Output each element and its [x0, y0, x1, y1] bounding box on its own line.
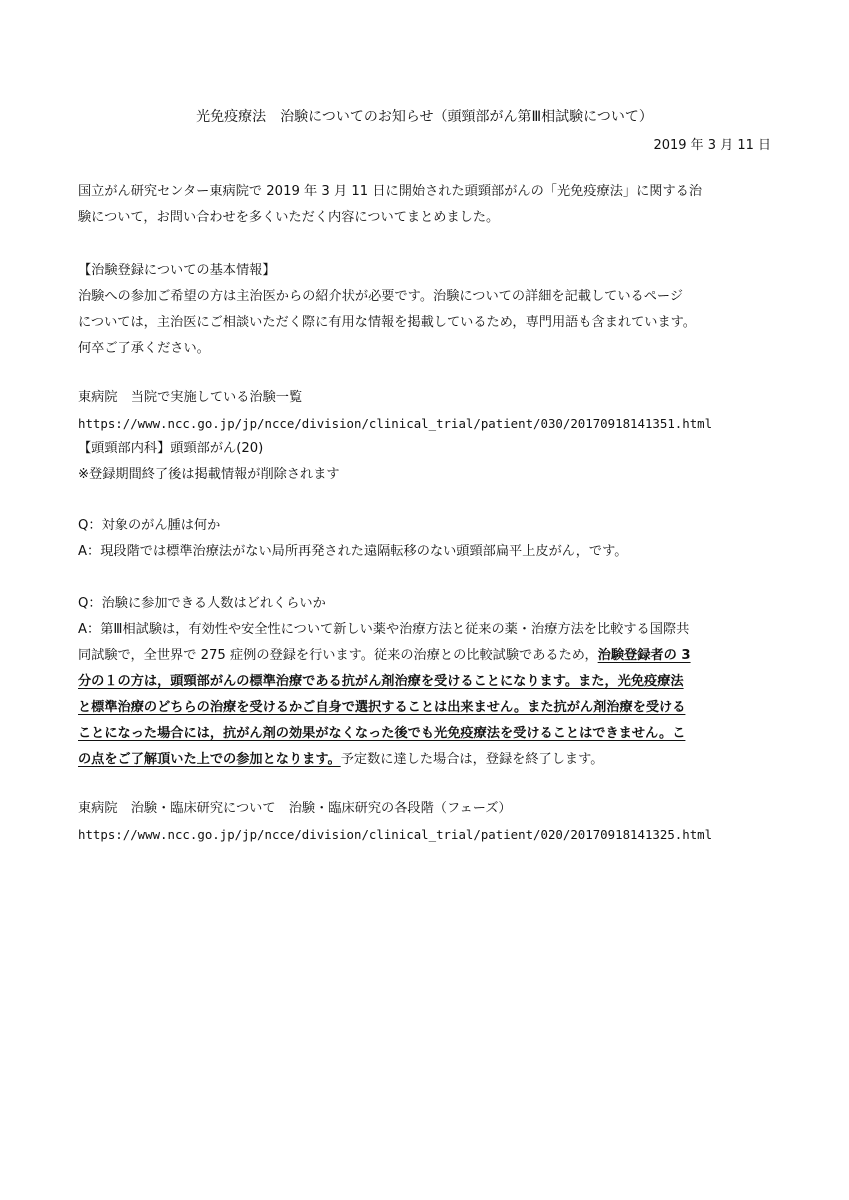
qa2-answer-line-2-text: 同試験で，全世界で 275 症例の登録を行います。従来の治療との比較試験であるため， [78, 648, 598, 663]
phases-label: 東病院 治験・臨床研究について 治験・臨床研究の各段階（フェーズ） [78, 801, 512, 816]
trial-list-link[interactable]: https://www.ncc.go.jp/jp/ncce/division/clinical_trial/patient/030/20170918141351.html [78, 416, 713, 431]
basic-info-line-1: 治験への参加ご希望の方は主治医からの紹介状が必要です。治験についての詳細を記載しているページ [78, 289, 684, 304]
qa2-answer-line-2 [78, 647, 691, 665]
basic-info-line-3: 何卒ご了承ください。 [78, 341, 210, 356]
qa2-answer-line-5 [78, 725, 685, 743]
qa2-emphasis-3: と標準治療のどちらの治療を受けるかご自身で選択することは出来ません。また抗がん剤治療を受ける [78, 700, 686, 715]
qa2-question: Q：治験に参加できる人数はどれくらいか [78, 596, 326, 611]
document-date: 2019 年 3 月 11 日 [653, 138, 771, 153]
qa2-answer-line-1: A：第Ⅲ相試験は，有効性や安全性について新しい薬や治療方法と従来の薬・治療方法を比較する国際共 [78, 622, 690, 637]
trial-list-label: 東病院 当院で実施している治験一覧 [78, 390, 303, 405]
qa2-answer-line-3 [78, 673, 684, 691]
qa2-emphasis-2: 分の１の方は，頭頸部がんの標準治療である抗がん剤治療を受けることになります。また，光免疫療法 [78, 674, 684, 689]
intro-line-2: 験について，お問い合わせを多くいただく内容についてまとめました。 [78, 210, 500, 225]
intro-line-1: 国立がん研究センター東病院で 2019 年 3 月 11 日に開始された頭頸部がんの「光免疫療法」に関する治 [78, 184, 703, 199]
phases-link[interactable]: https://www.ncc.go.jp/jp/ncce/division/clinical_trial/patient/020/20170918141325.html [78, 827, 713, 842]
qa2-answer-line-6 [78, 751, 603, 769]
trial-list-dept: 【頭頸部内科】頭頸部がん(20) [78, 441, 264, 456]
qa2-answer-line-6-text: 予定数に達した場合は，登録を終了します。 [340, 752, 604, 767]
basic-info-heading: 【治験登録についての基本情報】 [78, 263, 276, 278]
page-title: 光免疫療法 治験についてのお知らせ（頭頸部がん第Ⅲ相試験について） [196, 109, 653, 125]
qa1-question: Q：対象のがん腫は何か [78, 518, 221, 533]
qa1-answer: A：現段階では標準治療法がない局所再発された遠隔転移のない頭頸部扁平上皮がん，です。 [78, 544, 628, 559]
qa2-emphasis-5: の点をご了解頂いた上での参加となります。 [78, 752, 341, 767]
trial-list-note: ※登録期間終了後は掲載情報が削除されます [78, 467, 340, 482]
qa2-emphasis-4: ことになった場合には，抗がん剤の効果がなくなった後でも光免疫療法を受けることはできません。こ [78, 726, 686, 741]
qa2-answer-line-4 [78, 699, 685, 717]
basic-info-line-2: については，主治医にご相談いただく際に有用な情報を掲載しているため，専門用語も含まれています。 [78, 315, 696, 330]
qa2-emphasis-1: 治験登録者の 3 [597, 648, 691, 663]
